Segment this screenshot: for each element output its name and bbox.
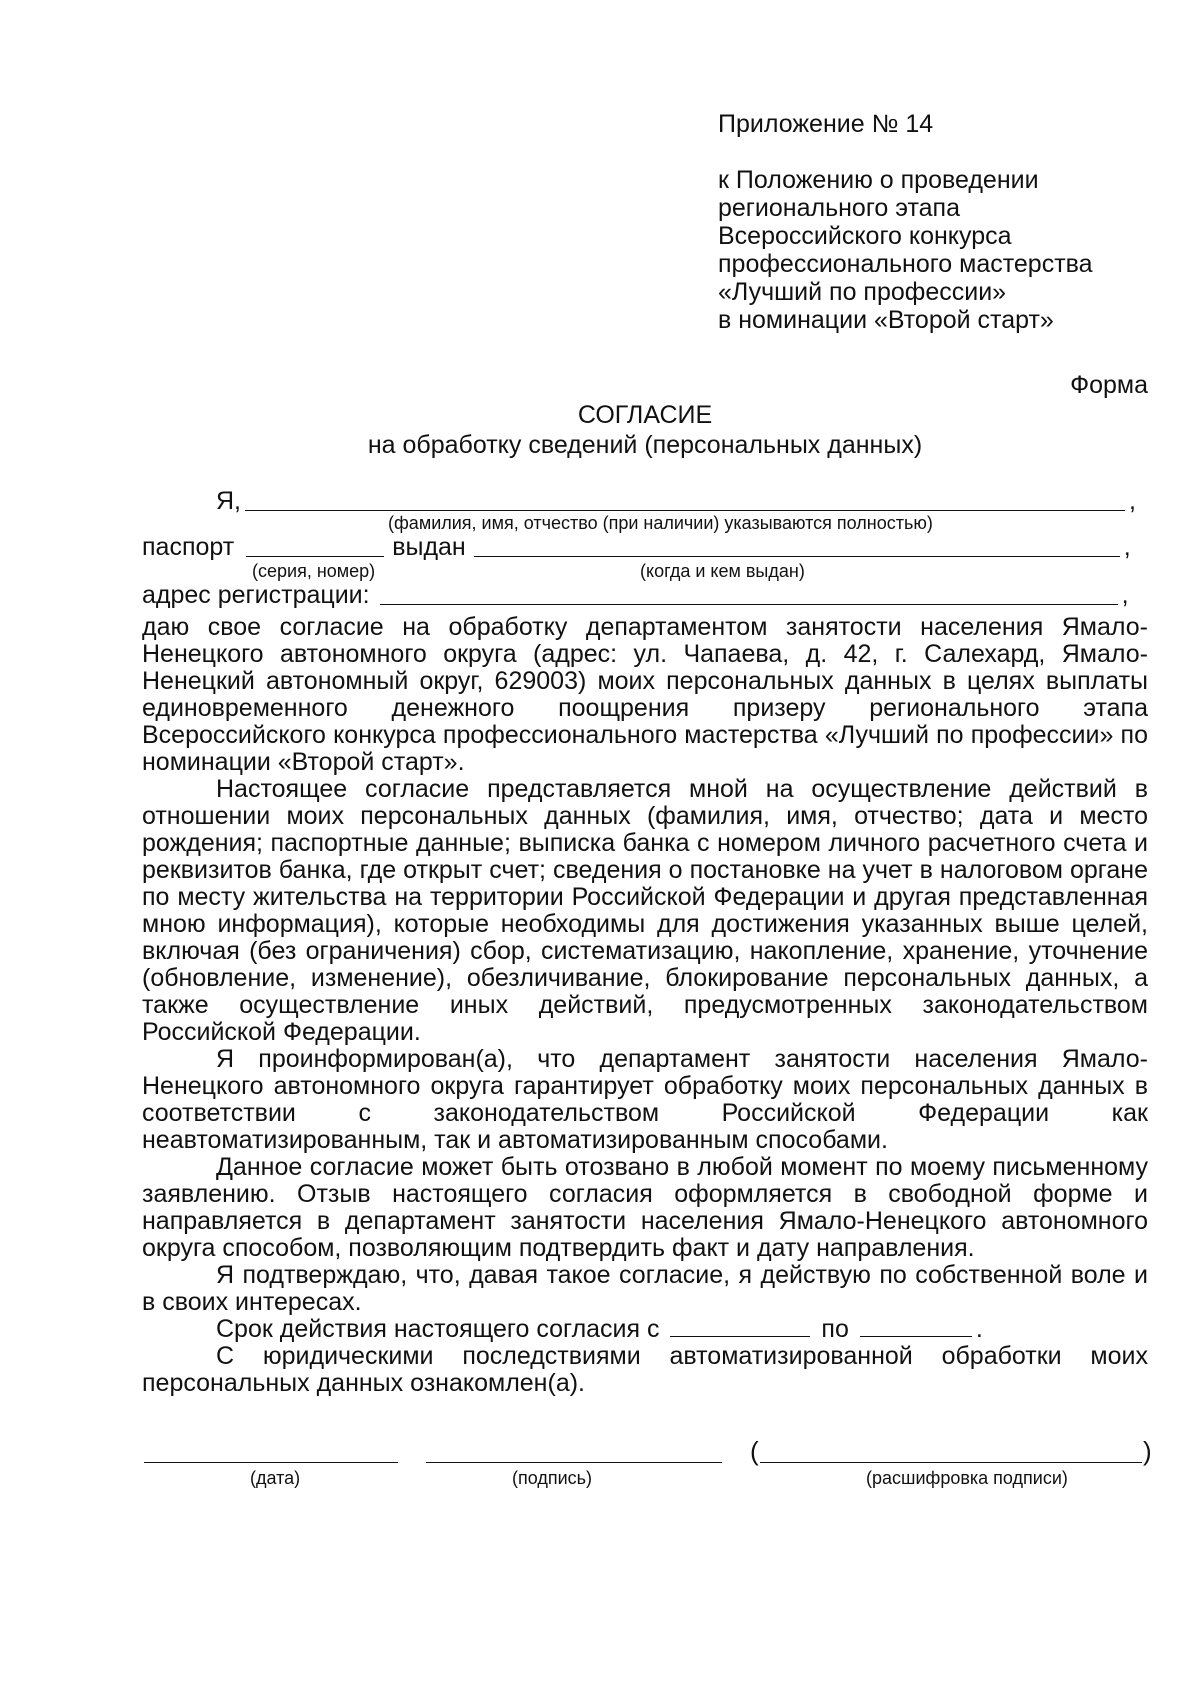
signature-field[interactable] bbox=[426, 1462, 722, 1463]
paragraph-free-will: Я подтверждаю, что, давая такое согласие, я действую по собственной воле и в своих интересах. bbox=[142, 1261, 1148, 1316]
full-name-field[interactable] bbox=[245, 486, 1125, 511]
annex-line: к Положению о проведении bbox=[718, 166, 1039, 194]
address-row bbox=[142, 580, 1142, 610]
comma: , bbox=[1121, 581, 1129, 609]
passport-issued-field[interactable] bbox=[474, 532, 1120, 557]
signature-decode-hint: (расшифровка подписи) bbox=[866, 1468, 1068, 1488]
open-paren: ( bbox=[750, 1436, 759, 1466]
annex-line: Всероссийского конкурса bbox=[718, 222, 1012, 250]
close-paren: ) bbox=[1143, 1436, 1152, 1466]
paragraph-revocation: Данное согласие может быть отозвано в любой момент по моему письменному заявлению. Отзыв настоящего согласия оформляется в свободной форме и направляется в департамент занятости населения Ямало-Ненецкого автономного округа способом, позволяющим подтвердить факт и дату направления. bbox=[142, 1153, 1148, 1262]
annex-line: в номинации «Второй старт» bbox=[718, 306, 1054, 334]
annex-header bbox=[718, 110, 1093, 334]
date-hint: (дата) bbox=[250, 1468, 301, 1488]
paragraph-scope: Настоящее согласие представляется мной на осуществление действий в отношении моих персональных данных (фамилия, имя, отчество; дата и место рождения; паспортные данные; выписка банка с номером личного расчетного счета и реквизитов банка, где открыт счет; сведения о постановке на учет в налоговом органе по месту жительства на территории Российской Федерации и другая представленная мною информация), которые необходимы для достижения указанных выше целей, включая (без ограничения) сбор, систематизацию, накопление, хранение, уточнение (обновление, изменение), обезличивание, блокирование персональных данных, а также осуществление иных действий, предусмотренных законодательством Российской Федерации. bbox=[142, 775, 1148, 1046]
document-title: СОГЛАСИЕ bbox=[577, 401, 713, 429]
annex-line: профессионального мастерства bbox=[718, 250, 1093, 278]
signature-decode-field[interactable] bbox=[760, 1462, 1142, 1463]
paragraph-guarantee: Я проинформирован(а), что департамент занятости населения Ямало-Ненецкого автономного округа гарантирует обработку моих персональных данных в соответствии с законодательством Российской Федерации как неавтоматизированным, так и автоматизированным способами. bbox=[142, 1045, 1148, 1154]
address-label: адрес регистрации: bbox=[142, 581, 370, 609]
validity-start-field[interactable] bbox=[670, 1316, 810, 1337]
validity-text: Срок действия настоящего согласия с bbox=[216, 1315, 660, 1343]
consent-body bbox=[142, 614, 1148, 1397]
signature-hint: (подпись) bbox=[512, 1468, 593, 1488]
address-field[interactable] bbox=[380, 580, 1118, 605]
period: . bbox=[975, 1315, 983, 1343]
passport-label: паспорт bbox=[142, 533, 235, 561]
passport-number-hint: (серия, номер) bbox=[252, 561, 376, 581]
comma: , bbox=[1129, 487, 1136, 515]
annex-line: регионального этапа bbox=[718, 194, 960, 222]
full-name-hint: (фамилия, имя, отчество (при наличии) указываются полностью) bbox=[388, 513, 933, 533]
validity-end-field[interactable] bbox=[860, 1316, 972, 1337]
annex-line: «Лучший по профессии» bbox=[718, 278, 1007, 306]
passport-issued-hint: (когда и кем выдан) bbox=[640, 561, 805, 581]
document-subtitle: на обработку сведений (персональных данных) bbox=[367, 431, 923, 459]
passport-row bbox=[142, 532, 1142, 562]
name-row bbox=[216, 486, 1146, 516]
issued-label: выдан bbox=[392, 533, 466, 561]
paragraph-purpose: даю свое согласие на обработку департаментом занятости населения Ямало-Ненецкого автономного округа (адрес: ул. Чапаева, д. 42, г. Салехард, Ямало-Ненецкий автономный округ, 629003) моих персональных данных в целях выплаты единовременного денежного поощрения призеру регионального этапа Всероссийского конкурса профессионального мастерства «Лучший по профессии» по номинации «Второй старт». bbox=[142, 613, 1148, 776]
annex-number: Приложение № 14 bbox=[718, 110, 934, 138]
date-field[interactable] bbox=[144, 1462, 398, 1463]
i-label: Я, bbox=[216, 487, 241, 515]
comma: , bbox=[1123, 533, 1131, 561]
paragraph-validity bbox=[142, 1316, 1148, 1343]
paragraph-acknowledgement: С юридическими последствиями автоматизированной обработки моих персональных данных ознакомлен(а). bbox=[142, 1342, 1148, 1397]
passport-number-field[interactable] bbox=[246, 532, 384, 557]
form-label: Форма bbox=[1070, 371, 1148, 399]
validity-to: по bbox=[821, 1315, 849, 1343]
